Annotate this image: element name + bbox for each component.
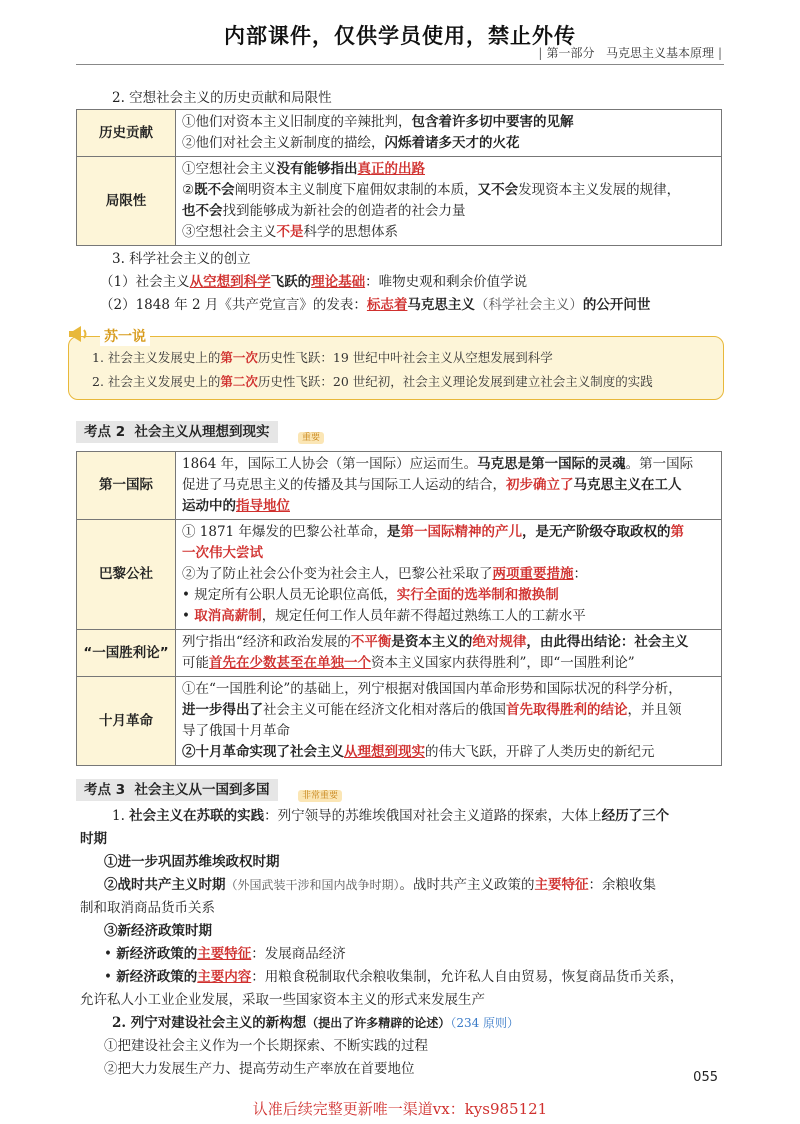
key-point-tag: 考点 2	[84, 424, 126, 440]
row-content-limitation: ①空想社会主义没有能够指出真正的出路 ②既不会阐明资本主义制度下雇佣奴隶制的本质，又不会发现资本主义发展的规律， 也不会找到能够成为新社会的创造者的社会力量 ③空想社会主义不是科学的思想体系	[176, 157, 722, 246]
tip-heading: 苏一说	[100, 326, 150, 346]
k3-idea-2: ②把大力发展生产力、提高劳动生产率放在首要地位	[104, 1061, 415, 1077]
row-content-one-country-victory: 列宁指出“经济和政治发展的不平衡是资本主义的绝对规律，由此得出结论：社会主义 可能首先在少数甚至在单独一个资本主义国家内获得胜利”，即“一国胜利论”	[176, 630, 722, 677]
row-label-paris-commune: 巴黎公社	[77, 520, 176, 630]
table-row	[77, 157, 722, 246]
megaphone-icon	[66, 322, 90, 346]
row-content-contribution: ①他们对资本主义旧制度的辛辣批判，包含着许多切中要害的见解 ②他们对社会主义新制度的描绘，闪烁着诸多天才的火花	[176, 110, 722, 157]
k3-idea-1: ①把建设社会主义作为一个长期探索、不断实践的过程	[104, 1038, 428, 1054]
section-3-item-2: （2）1848 年 2 月《共产党宣言》的发表：标志着马克思主义（科学社会主义）的公开问世	[100, 297, 651, 313]
k3-paragraph-2: 2. 列宁对建设社会主义的新构想（提出了许多精辟的论述）（234 原则）	[112, 1015, 520, 1031]
k3-paragraph-1: 1. 社会主义在苏联的实践：列宁领导的苏维埃俄国对社会主义道路的探索，大体上经历了三个	[112, 808, 670, 824]
importance-badge: 非常重要	[298, 783, 342, 802]
row-label-limitation: 局限性	[77, 157, 176, 246]
k3-period-2-cont: 制和取消商品货币关系	[80, 900, 215, 916]
table-row	[77, 630, 722, 677]
k3-bullet-1: • 新经济政策的主要特征：发展商品经济	[104, 946, 346, 962]
section-3-title: 3. 科学社会主义的创立	[112, 251, 251, 267]
k3-bullet-2-cont: 允许私人小工业企业发展，采取一些国家资本主义的形式来发展生产	[80, 992, 485, 1008]
row-content-october-revolution: ①在“一国胜利论”的基础上，列宁根据对俄国国内革命形势和国际状况的科学分析， 进一步得出了社会主义可能在经济文化相对落后的俄国首先取得胜利的结论，并且领 导了俄国十月革命 ②十月革命实现了社会主义从理想到现实的伟大飞跃，开辟了人类历史的新纪元	[176, 677, 722, 766]
k3-period-2: ②战时共产主义时期（外国武装干涉和国内战争时期）。战时共产主义政策的主要特征：余粮收集	[104, 877, 657, 893]
importance-badge: 重要	[298, 425, 324, 444]
table-row	[77, 520, 722, 630]
row-label-first-international: 第一国际	[77, 452, 176, 520]
tip-line-2: 2. 社会主义发展史上的第二次历史性飞跃：20 世纪初，社会主义理论发展到建立社会主义制度的实践	[92, 374, 653, 389]
key-point-title: 社会主义从理想到现实	[134, 424, 270, 440]
part-label: 第一部分	[546, 46, 595, 60]
row-label-contribution: 历史贡献	[77, 110, 176, 157]
footer-notice: 认准后续完整更新唯一渠道vx：kys985121	[252, 1100, 548, 1118]
utopian-socialism-table	[76, 109, 722, 246]
header-divider	[76, 64, 724, 65]
page-header-title: 内部课件，仅供学员使用，禁止外传	[224, 24, 576, 48]
section-2-title: 2. 空想社会主义的历史贡献和局限性	[112, 90, 332, 106]
row-label-one-country-victory: “一国胜利论”	[77, 630, 176, 677]
row-content-paris-commune: ① 1871 年爆发的巴黎公社革命，是第一国际精神的产儿，是无产阶级夺取政权的第 一次伟大尝试 ②为了防止社会公仆变为社会主人，巴黎公社采取了两项重要措施： • 规定所有公职人员无论职位高低，实行全面的选举制和撤换制 • 取消高薪制，规定任何工作人员年薪不得超过熟练工人的工薪水平	[176, 520, 722, 630]
socialism-reality-table	[76, 451, 722, 766]
row-label-october-revolution: 十月革命	[77, 677, 176, 766]
section-3-item-1: （1）社会主义从空想到科学飞跃的理论基础：唯物史观和剩余价值学说	[100, 274, 528, 290]
key-point-tag: 考点 3	[84, 782, 126, 798]
tip-line-1: 1. 社会主义发展史上的第一次历史性飞跃：19 世纪中叶社会主义从空想发展到科学	[92, 350, 553, 365]
part-title: 马克思主义基本原理	[605, 46, 714, 60]
page-header-section: | 第一部分 马克思主义基本原理 |	[538, 46, 722, 60]
k3-period-1: ①进一步巩固苏维埃政权时期	[104, 854, 280, 870]
table-row	[77, 110, 722, 157]
key-point-title: 社会主义从一国到多国	[134, 782, 270, 798]
page-number: 055	[693, 1070, 718, 1085]
key-point-2-header	[76, 421, 278, 443]
k3-period-3: ③新经济政策时期	[104, 923, 212, 939]
row-content-first-international: 1864 年，国际工人协会（第一国际）应运而生。马克思是第一国际的灵魂。第一国际 促进了马克思主义的传播及其与国际工人运动的结合，初步确立了马克思主义在工人 运动中的指导地位	[176, 452, 722, 520]
key-point-3-header	[76, 779, 278, 801]
table-row	[77, 677, 722, 766]
k3-bullet-2: • 新经济政策的主要内容：用粮食税制取代余粮收集制，允许私人自由贸易，恢复商品货币关系，	[104, 969, 684, 985]
table-row	[77, 452, 722, 520]
k3-paragraph-1-cont: 时期	[80, 831, 107, 847]
